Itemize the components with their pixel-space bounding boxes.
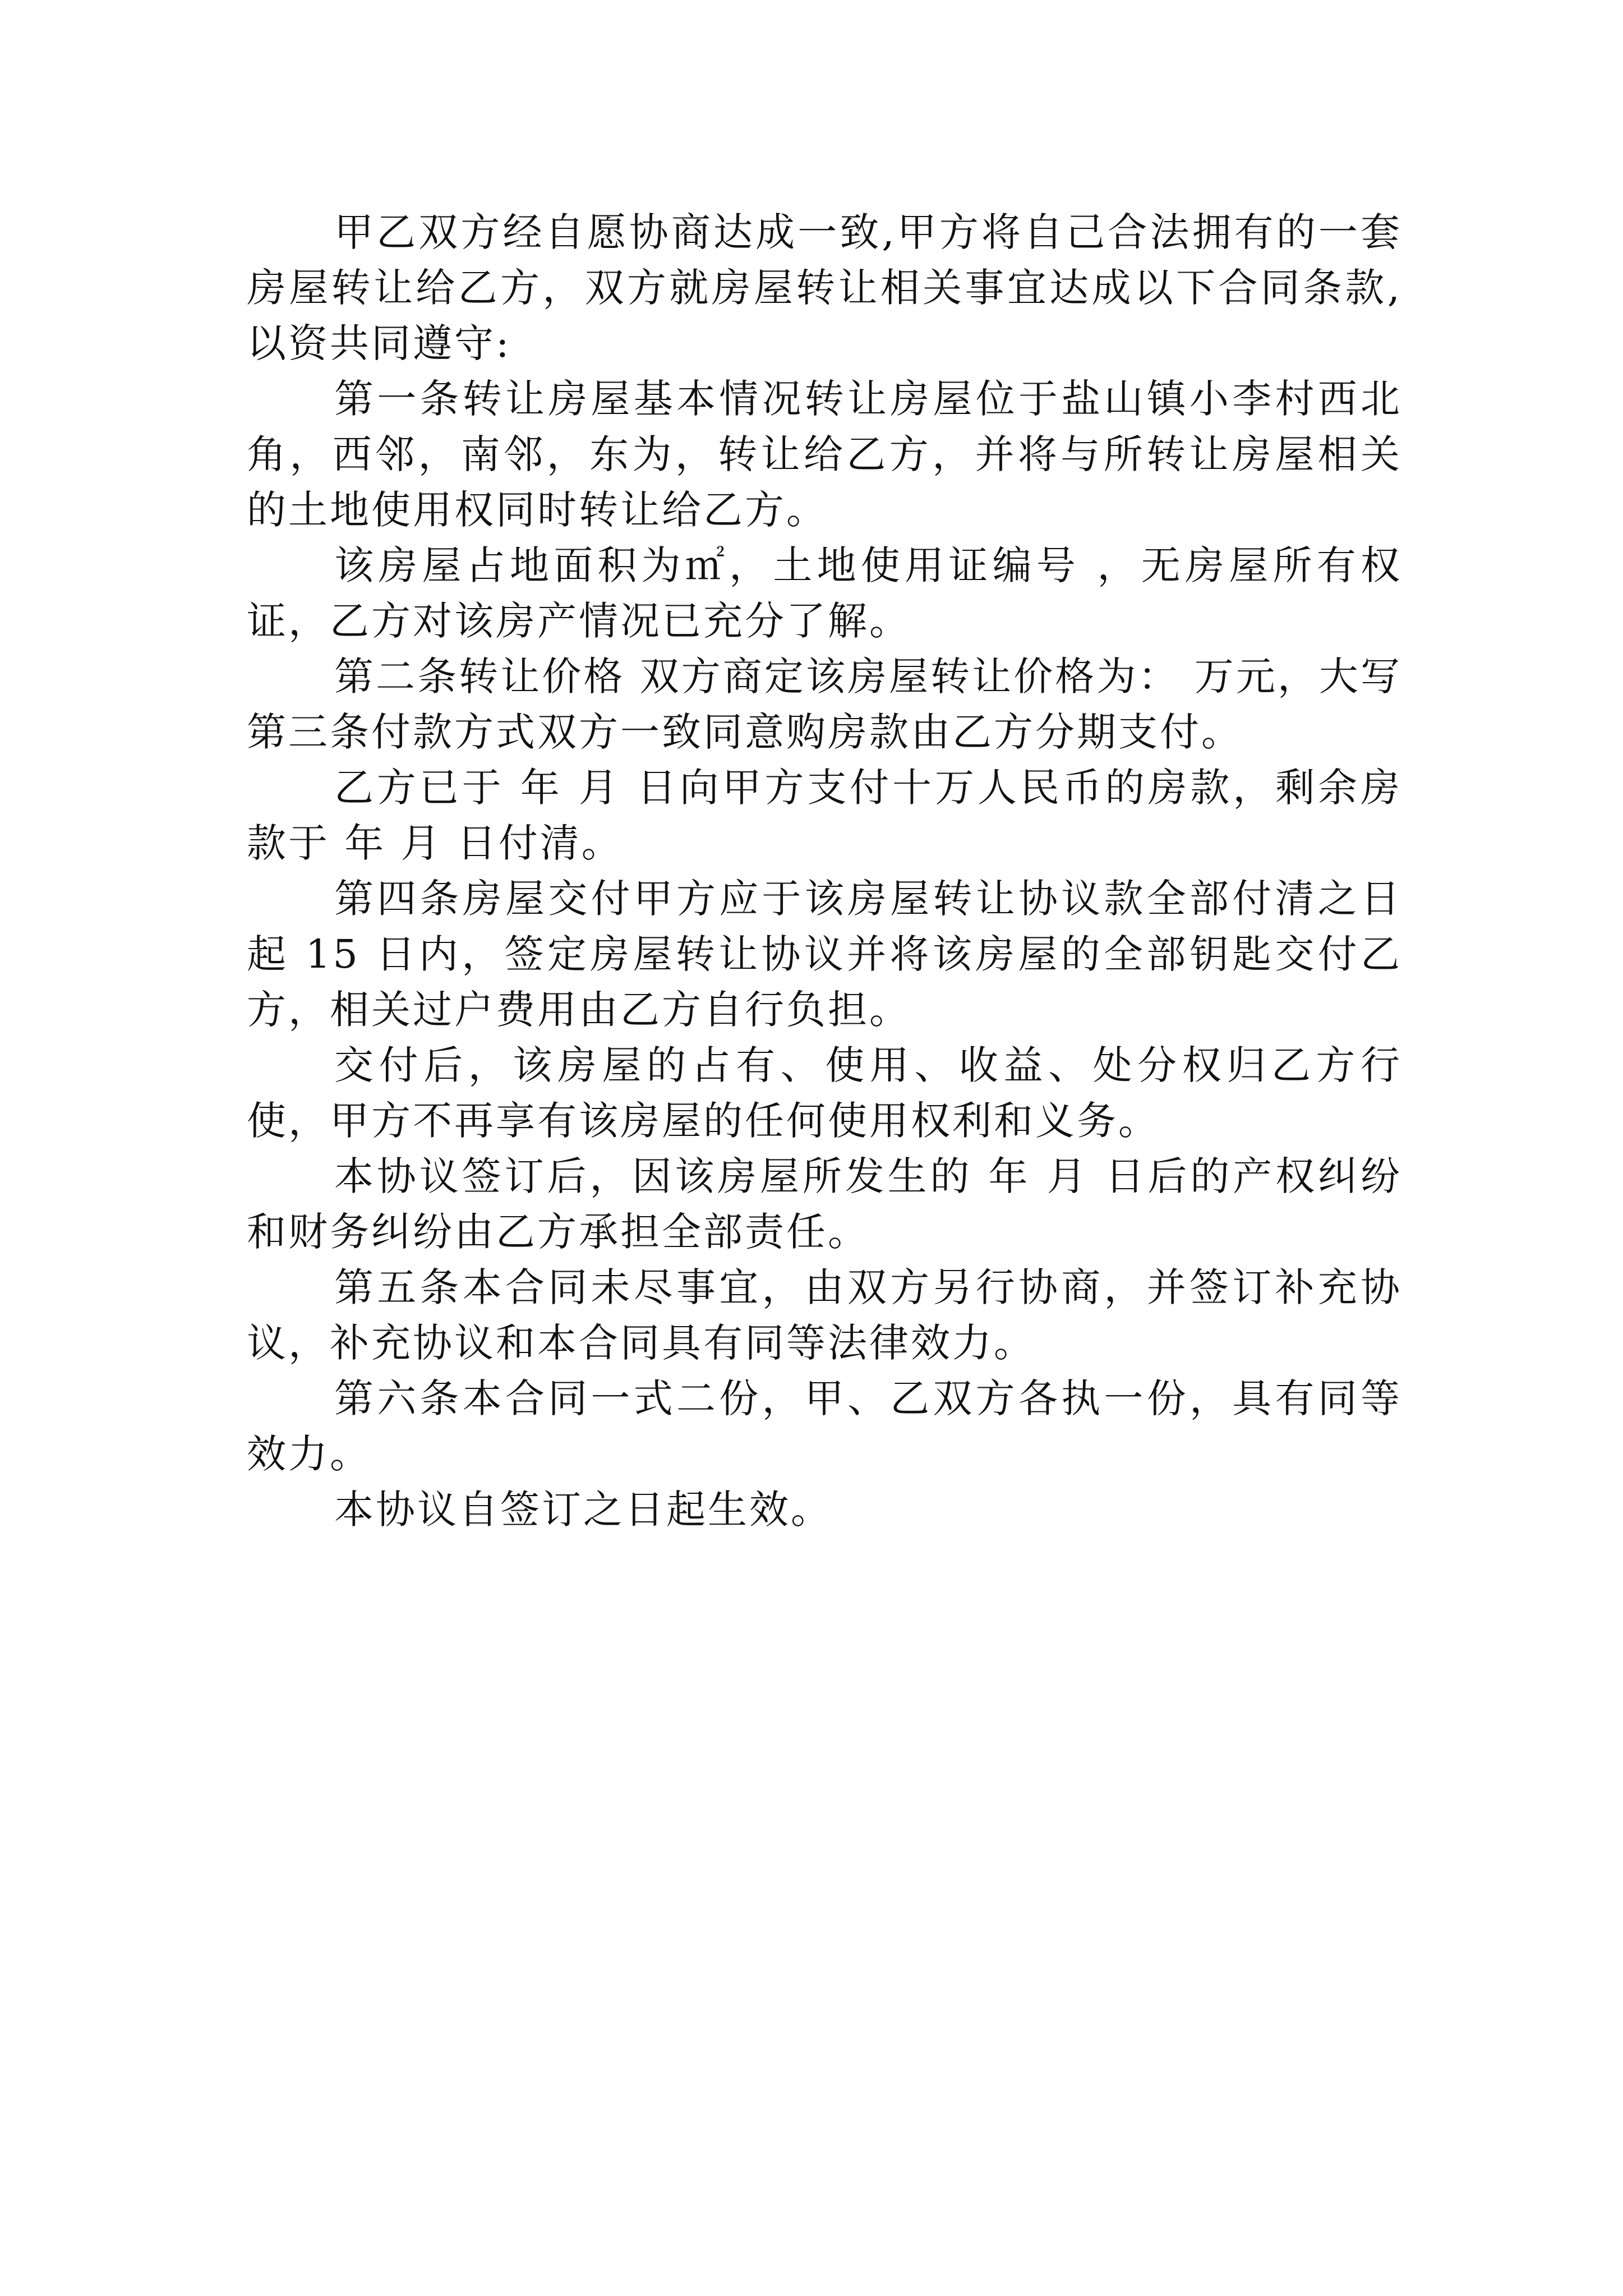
paragraph-article-1: 第一条转让房屋基本情况转让房屋位于盐山镇小李村西北角，西邻，南邻，东为，转让给乙方，并将与所转让房屋相关的土地使用权同时转让给乙方。 — [247, 376, 1402, 533]
paragraph-payment: 乙方已于 年 月 日向甲方支付十万人民币的房款，剩余房款于 年 月 日付清。 — [247, 765, 1402, 866]
paragraph-liability: 本协议签订后，因该房屋所发生的 年 月 日后的产权纠纷和财务纠纷由乙方承担全部责任。 — [247, 1153, 1402, 1255]
document-body — [247, 205, 1402, 1538]
paragraph-article-4: 第四条房屋交付甲方应于该房屋转让协议款全部付清之日起 15 日内，签定房屋转让协议并将该房屋的全部钥匙交付乙方，相关过户费用由乙方自行负担。 — [247, 876, 1402, 1033]
paragraph-article-6: 第六条本合同一式二份，甲、乙双方各执一份，具有同等效力。 — [247, 1375, 1402, 1477]
paragraph-area: 该房屋占地面积为㎡，土地使用证编号 ，无房屋所有权证，乙方对该房产情况已充分了解。 — [247, 542, 1402, 644]
paragraph-after-delivery: 交付后，该房屋的占有、使用、收益、处分权归乙方行使，甲方不再享有该房屋的任何使用权利和义务。 — [247, 1042, 1402, 1144]
paragraph-effective: 本协议自签订之日起生效。 — [334, 1487, 832, 1533]
paragraph-preamble: 甲乙双方经自愿协商达成一致,甲方将自己合法拥有的一套房屋转让给乙方，双方就房屋转让相关事宜达成以下合同条款,以资共同遵守: — [247, 209, 1402, 366]
paragraph-article-5: 第五条本合同未尽事宜，由双方另行协商，并签订补充协议，补充协议和本合同具有同等法律效力。 — [247, 1264, 1402, 1366]
paragraph-article-2-3: 第二条转让价格 双方商定该房屋转让价格为： 万元，大写 第三条付款方式双方一致同意购房款由乙方分期支付。 — [247, 654, 1402, 755]
